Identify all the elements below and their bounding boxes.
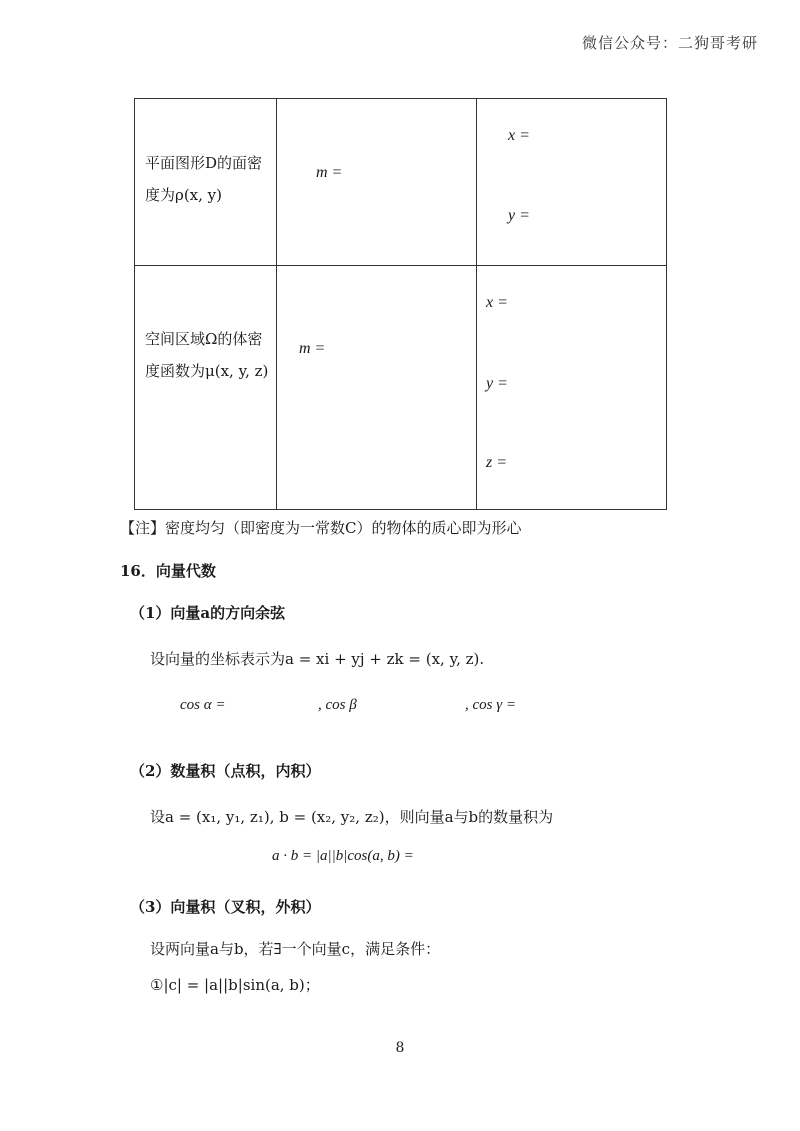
row1-mass: m = [316,164,343,181]
row1-label [145,149,262,209]
page-number: 8 [395,1040,405,1056]
cos-beta: , cos β [318,697,357,713]
note: 【注】密度均匀（即密度为一常数C）的物体的质心即为形心 [120,519,522,537]
centroid-table [134,98,667,510]
row2-zbar: z = [486,454,508,471]
dot-product-formula: a · b = |a||b|cos(a, b) = [272,848,414,864]
cos-gamma: , cos γ = [465,697,517,713]
row2-label-line1: 空间区域Ω的体密 [145,330,263,348]
row1-label-line1: 平面图形D的面密 [145,154,263,172]
row2-xbar: x = [486,294,508,311]
row2-label-line2: 度函数为μ(x, y, z) [145,362,269,380]
table-row-divider [135,265,666,266]
subsection-3-title: （3）向量积（叉积，外积） [130,898,321,916]
row1-xbar: x = [508,127,530,144]
row2-ybar: y = [486,375,508,392]
subsection-2-title: （2）数量积（点积，内积） [130,762,321,780]
row2-label [145,325,268,385]
header-account: 微信公众号：二狗哥考研 [581,34,758,52]
row2-mass: m = [299,340,326,357]
cos-alpha: cos α = [180,697,226,713]
cross-product-condition-1: ①|c| = |a||b|sin(a, b)； [150,976,320,994]
row1-ybar: y = [508,207,530,224]
row1-label-line2: 度为ρ(x, y) [145,186,222,204]
subsection-3-desc: 设两向量a与b，若∃一个向量c，满足条件： [150,940,441,958]
subsection-1-title: （1）向量a的方向余弦 [130,604,286,622]
table-col-divider-2 [476,99,477,509]
section-16-title: 16．向量代数 [120,562,216,580]
subsection-2-desc: 设a = (x₁, y₁, z₁), b = (x₂, y₂, z₂)，则向量a与b的数量积为 [150,808,554,826]
subsection-1-desc: 设向量的坐标表示为a = xi + yj + zk = (x, y, z). [150,650,485,668]
table-col-divider-1 [276,99,277,509]
